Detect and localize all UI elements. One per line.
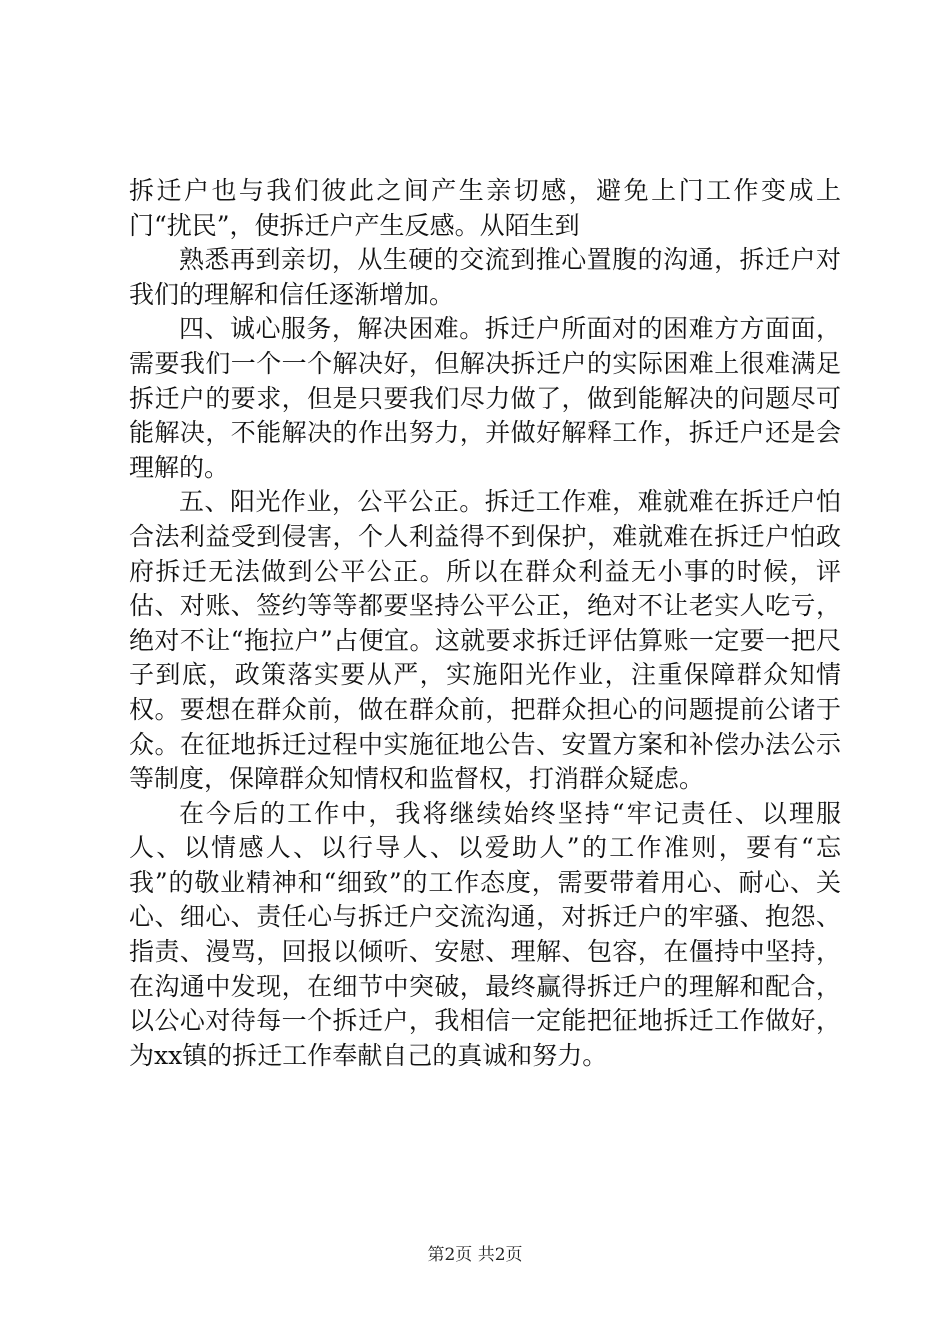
page-footer [0, 1244, 950, 1266]
paragraph-continuation: 拆迁户也与我们彼此之间产生亲切感，避免上门工作变成上门“扰民”，使拆迁户产生反感。从陌生到 [129, 176, 841, 240]
paragraph-fair-operation: 五、阳光作业，公平公正。拆迁工作难，难就难在拆迁户怕合法利益受到侵害，个人利益得不到保护，难就难在拆迁户怕政府拆迁无法做到公平公正。所以在群众利益无小事的时候，评估、对账、签约等等都要坚持公平公正，绝对不让老实人吃亏，绝对不让“拖拉户”占便宜。这就要求拆迁评估算账一定要一把尺子到底，政策落实要从严，实施阳光作业，注重保障群众知情权。要想在群众前，做在群众前，把群众担心的问题提前公诸于众。在征地拆迁过程中实施征地公告、安置方案和补偿办法公示等制度，保障群众知情权和监督权，打消群众疑虑。 [129, 487, 841, 794]
paragraph-sincere-service: 四、诚心服务，解决困难。拆迁户所面对的困难方方面面，需要我们一个一个解决好，但解决拆迁户的实际困难上很难满足拆迁户的要求，但是只要我们尽力做了，做到能解决的问题尽可能解决，不能解决的作出努力，并做好解释工作，拆迁户还是会理解的。 [129, 314, 841, 482]
page-number: 第2页 共2页 [427, 1245, 523, 1265]
document-body [129, 174, 841, 1073]
paragraph-trust: 熟悉再到亲切，从生硬的交流到推心置腹的沟通，拆迁户对我们的理解和信任逐渐增加。 [129, 245, 841, 309]
paragraph-future-work: 在今后的工作中，我将继续始终坚持“牢记责任、以理服人、以情感人、以行导人、以爱助人”的工作准则，要有“忘我”的敬业精神和“细致”的工作态度，需要带着用心、耐心、关心、细心、责任心与拆迁户交流沟通，对拆迁户的牢骚、抱怨、指责、漫骂，回报以倾听、安慰、理解、包容，在僵持中坚持，在沟通中发现，在细节中突破，最终赢得拆迁户的理解和配合，以公心对待每一个拆迁户，我相信一定能把征地拆迁工作做好，为xx镇的拆迁工作奉献自己的真诚和努力。 [129, 798, 841, 1070]
